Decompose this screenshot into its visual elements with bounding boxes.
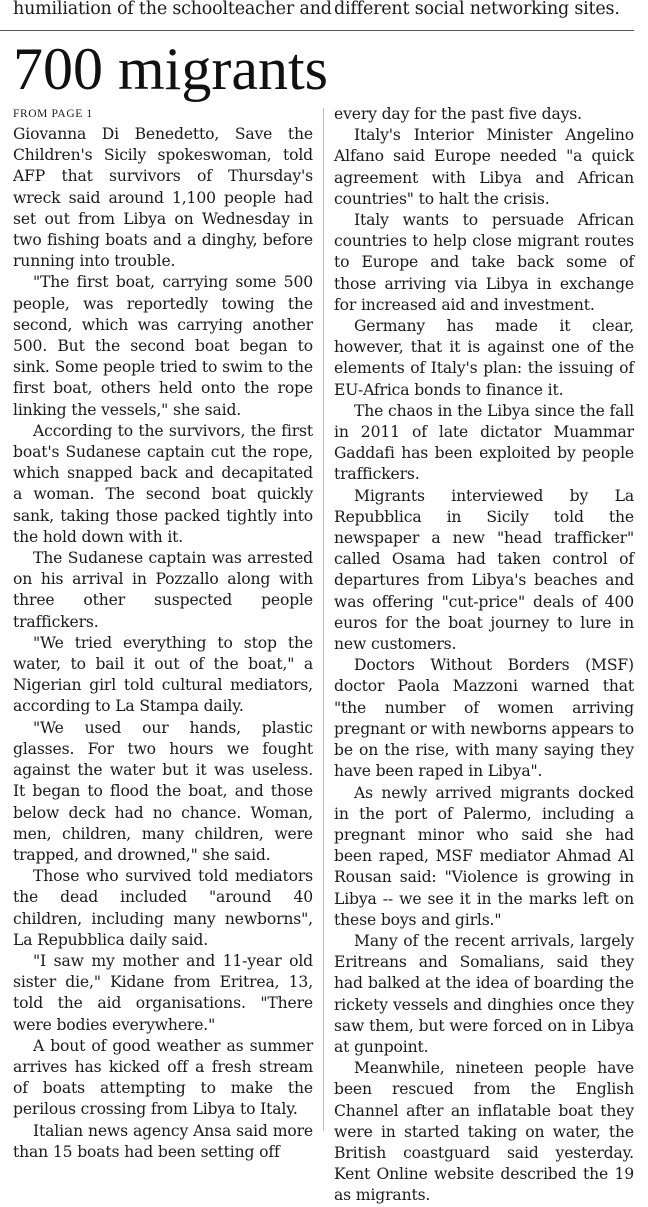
article-paragraph: "I saw my mother and 11-year old sister die," Kidane from Eritrea, 13, told the aid organisations. "There were bodies everywhere." (13, 951, 313, 1034)
article-paragraph: Many of the recent arrivals, largely Eritreans and Somalians, said they had balked at the idea of boarding the rickety vessels and dinghies once they saw them, but were forced on in Libya at gunpoint. (334, 931, 634, 1056)
article-paragraph: Italian news agency Ansa said more than 15 boats had been setting off (13, 1121, 313, 1161)
article-paragraph: The Sudanese captain was arrested on his arrival in Pozzallo along with three other suspected people traffickers. (13, 549, 313, 631)
article-paragraph: Doctors Without Borders (MSF) doctor Paola Mazzoni warned that "the number of women arriving pregnant or with newborns appears to be on the rise, with many saying they have been raped in Libya". (334, 656, 634, 781)
previous-article-fragment (0, 0, 648, 22)
previous-article-right-text: different social networking sites. (334, 0, 620, 19)
article-paragraph: "The first boat, carrying some 500 people, was reportedly towing the second, which was carrying another 500. But the second boat began to sink. Some people tried to swim to the first boat, others held onto the rope linking the vessels," she said. (13, 273, 313, 419)
article-paragraph: The chaos in the Libya since the fall in 2011 of late dictator Muammar Gaddafi has been exploited by people traffickers. (334, 401, 634, 484)
article-paragraph: "We tried everything to stop the water, to bail it out of the boat," a Nigerian girl told cultural mediators, according to La Stampa daily. (13, 633, 313, 716)
article-paragraph: Those who survived told mediators the dead included "around 40 children, including many newborns", La Repubblica daily said. (13, 867, 313, 949)
article-column-right (334, 104, 634, 1205)
article-paragraph: every day for the past five days. (334, 105, 582, 123)
section-divider (0, 30, 634, 31)
article-paragraph: As newly arrived migrants docked in the port of Palermo, including a pregnant minor who said she had been raped, MSF mediator Ahmad Al Rousan said: "Violence is growing in Libya -- we see it in the marks left on these boys and girls." (334, 783, 634, 929)
article-paragraph: Italy's Interior Minister Angelino Alfano said Europe needed "a quick agreement with Libya and African countries" to halt the crisis. (334, 126, 634, 208)
article-paragraph: According to the survivors, the first boat's Sudanese captain cut the rope, which snapped back and decapitated a woman. The second boat quickly sank, taking those packed tightly into the hold down with it. (13, 421, 313, 546)
article-paragraph: A bout of good weather as summer arrives has kicked off a fresh stream of boats attempting to make the perilous crossing from Libya to Italy. (13, 1036, 313, 1119)
article-paragraph: Germany has made it clear, however, that it is against one of the elements of Italy's plan: the issuing of EU-Africa bonds to finance it. (334, 317, 634, 399)
article-headline: 700 migrants (13, 36, 328, 102)
article-paragraph: "We used our hands, plastic glasses. For two hours we fought against the water but it was useless. It began to flood the boat, and those below deck had no chance. Woman, men, children, many children, were trapped, and drowned," she said. (13, 718, 313, 864)
article-paragraph: Meanwhile, nineteen people have been rescued from the English Channel after an inflatable boat they were in started taking on water, the British coastguard said yesterday. Kent Online website described the 19 as migrants. (334, 1059, 634, 1205)
article-paragraph: Migrants interviewed by La Repubblica in Sicily told the newspaper a new "head trafficker" called Osama had taken control of departures from Libya's beaches and was offering "cut-price" deals of 400 euros for the boat journey to lure in new customers. (334, 486, 634, 654)
continuation-kicker: FROM PAGE 1 (13, 108, 93, 120)
previous-article-left-text: humiliation of the schoolteacher and (13, 0, 332, 19)
column-divider (323, 108, 324, 1131)
article-paragraph: Italy wants to persuade African countries to help close migrant routes to Europe and take back some of those arriving via Libya in exchange for increased aid and investment. (334, 211, 634, 314)
article-paragraph: Giovanna Di Benedetto, Save the Children's Sicily spokeswoman, told AFP that survivors of Thursday's wreck said around 1,100 people had set out from Libya on Wednesday in two fishing boats and a dinghy, before running into trouble. (13, 125, 313, 271)
article-column-left (13, 104, 313, 1161)
